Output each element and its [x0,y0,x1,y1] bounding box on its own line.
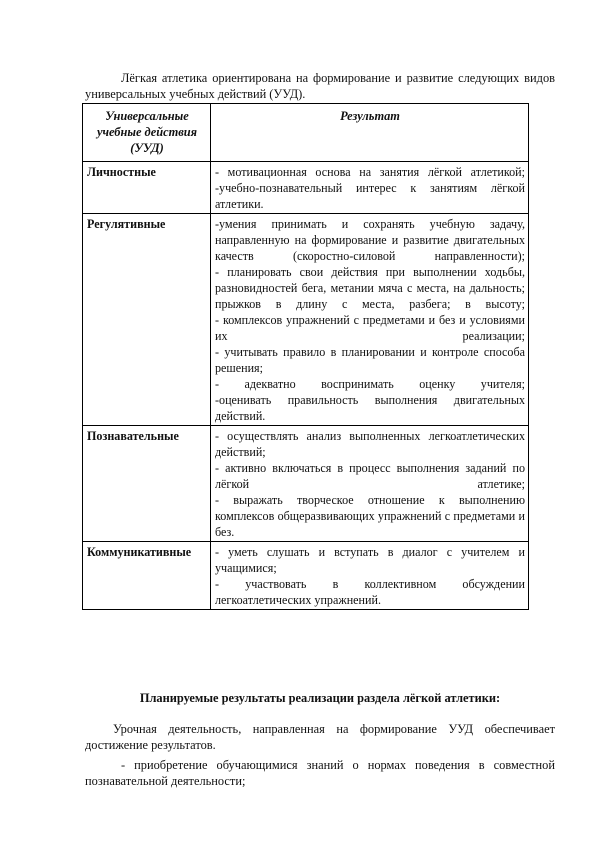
result-item: - комплексов упражнений с предметами и без и условиями их реализации; [215,313,525,343]
result-item: - выражать творческое отношение к выполнению комплексов общеразвивающих упражнений с предметами и без. [215,493,525,539]
result-item: - мотивационная основа на занятия лёгкой атлетикой; [215,165,525,179]
result-cell [211,162,529,214]
result-item: - адекватно воспринимать оценку учителя; [215,377,525,391]
result-item: -оценивать правильность выполнения двигательных действий. [215,393,525,423]
result-cell [211,426,529,542]
intro-paragraph: Лёгкая атлетика ориентирована на формирование и развитие следующих видов универсальных учебных действий (УУД). [85,71,555,102]
result-item: - уметь слушать и вступать в диалог с учителем и учащимися; [215,545,525,575]
result-item: - участвовать в коллективном обсуждении легкоатлетических упражнений. [215,577,525,607]
result-item: -учебно-познавательный интерес к занятиям лёгкой атлетики. [215,181,525,211]
table-row [83,162,529,214]
section-heading: Планируемые результаты реализации раздела лёгкой атлетики: [139,691,501,705]
result-item: - планировать свои действия при выполнении ходьбы, разновидностей бега, метании мяча с места, на дальность; прыжков в длину с места, разбега; в высоту; [215,265,525,311]
table-row [83,214,529,426]
header-uud: Универсальные учебные действия (УУД) [83,104,211,162]
category-personal: Личностные [83,162,211,214]
table-row [83,426,529,542]
body-paragraph: Урочная деятельность, направленная на формирование УУД обеспечивает достижение результатов. [85,722,555,753]
table-header-row [83,104,529,162]
result-cell [211,542,529,610]
body-paragraph: - приобретение обучающимися знаний о нормах поведения в совместной познавательной деятельности; [85,758,555,789]
result-item: - активно включаться в процесс выполнения заданий по лёгкой атлетике; [215,461,525,491]
header-result: Результат [211,104,529,162]
category-regulatory: Регулятивные [83,214,211,426]
table-row [83,542,529,610]
result-cell [211,214,529,426]
result-item: - учитывать правило в планировании и контроле способа решения; [215,345,525,375]
category-cognitive: Познавательные [83,426,211,542]
uud-table [82,103,529,610]
category-communicative: Коммуникативные [83,542,211,610]
result-item: -умения принимать и сохранять учебную задачу, направленную на формирование и развитие двигательных качеств (скоростно-силовой направленности); [215,217,525,263]
result-item: - осуществлять анализ выполненных легкоатлетических действий; [215,429,525,459]
